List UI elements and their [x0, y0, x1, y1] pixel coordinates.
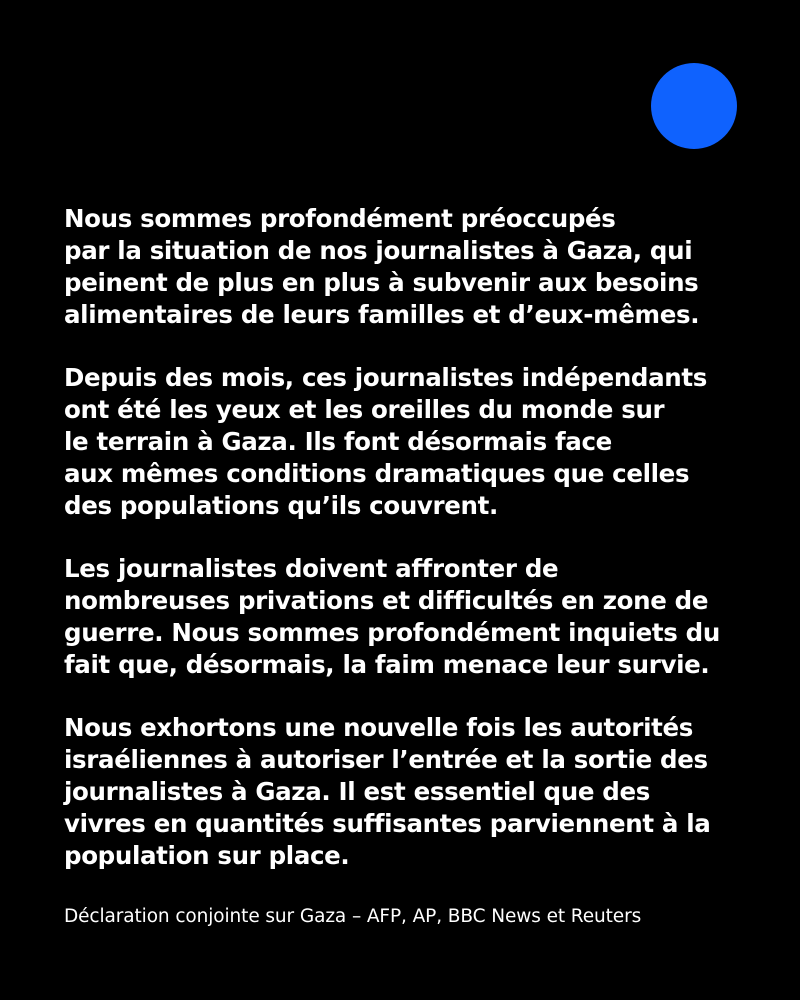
- statement-paragraph-4: [64, 712, 754, 872]
- statement-paragraph-1: [64, 203, 754, 331]
- statement-attribution: Déclaration conjointe sur Gaza – AFP, AP, BBC News et Reuters: [64, 906, 642, 927]
- paragraph-line: ont été les yeux et les oreilles du monde sur: [64, 395, 665, 424]
- paragraph-line: population sur place.: [64, 841, 350, 870]
- paragraph-line: fait que, désormais, la faim menace leur survie.: [64, 650, 710, 679]
- paragraph-line: alimentaires de leurs familles et d’eux-mêmes.: [64, 300, 700, 329]
- joint-statement: [64, 203, 754, 931]
- paragraph-line: des populations qu’ils couvrent.: [64, 491, 498, 520]
- paragraph-line: Nous exhortons une nouvelle fois les autorités: [64, 713, 693, 742]
- paragraph-line: nombreuses privations et difficultés en zone de: [64, 586, 709, 615]
- paragraph-line: le terrain à Gaza. Ils font désormais face: [64, 427, 612, 456]
- paragraph-line: journalistes à Gaza. Il est essentiel que des: [64, 777, 650, 806]
- paragraph-line: aux mêmes conditions dramatiques que celles: [64, 459, 690, 488]
- paragraph-line: vivres en quantités suffisantes parviennent à la: [64, 809, 711, 838]
- statement-paragraph-3: [64, 553, 754, 681]
- paragraph-line: peinent de plus en plus à subvenir aux besoins: [64, 268, 699, 297]
- statement-paragraph-2: [64, 362, 754, 522]
- paragraph-line: par la situation de nos journalistes à Gaza, qui: [64, 236, 693, 265]
- blue-dot-decoration: [651, 63, 737, 149]
- paragraph-line: Les journalistes doivent affronter de: [64, 554, 559, 583]
- paragraph-line: Depuis des mois, ces journalistes indépendants: [64, 363, 707, 392]
- paragraph-line: guerre. Nous sommes profondément inquiets du: [64, 618, 720, 647]
- paragraph-line: israéliennes à autoriser l’entrée et la sortie des: [64, 745, 708, 774]
- paragraph-line: Nous sommes profondément préoccupés: [64, 204, 616, 233]
